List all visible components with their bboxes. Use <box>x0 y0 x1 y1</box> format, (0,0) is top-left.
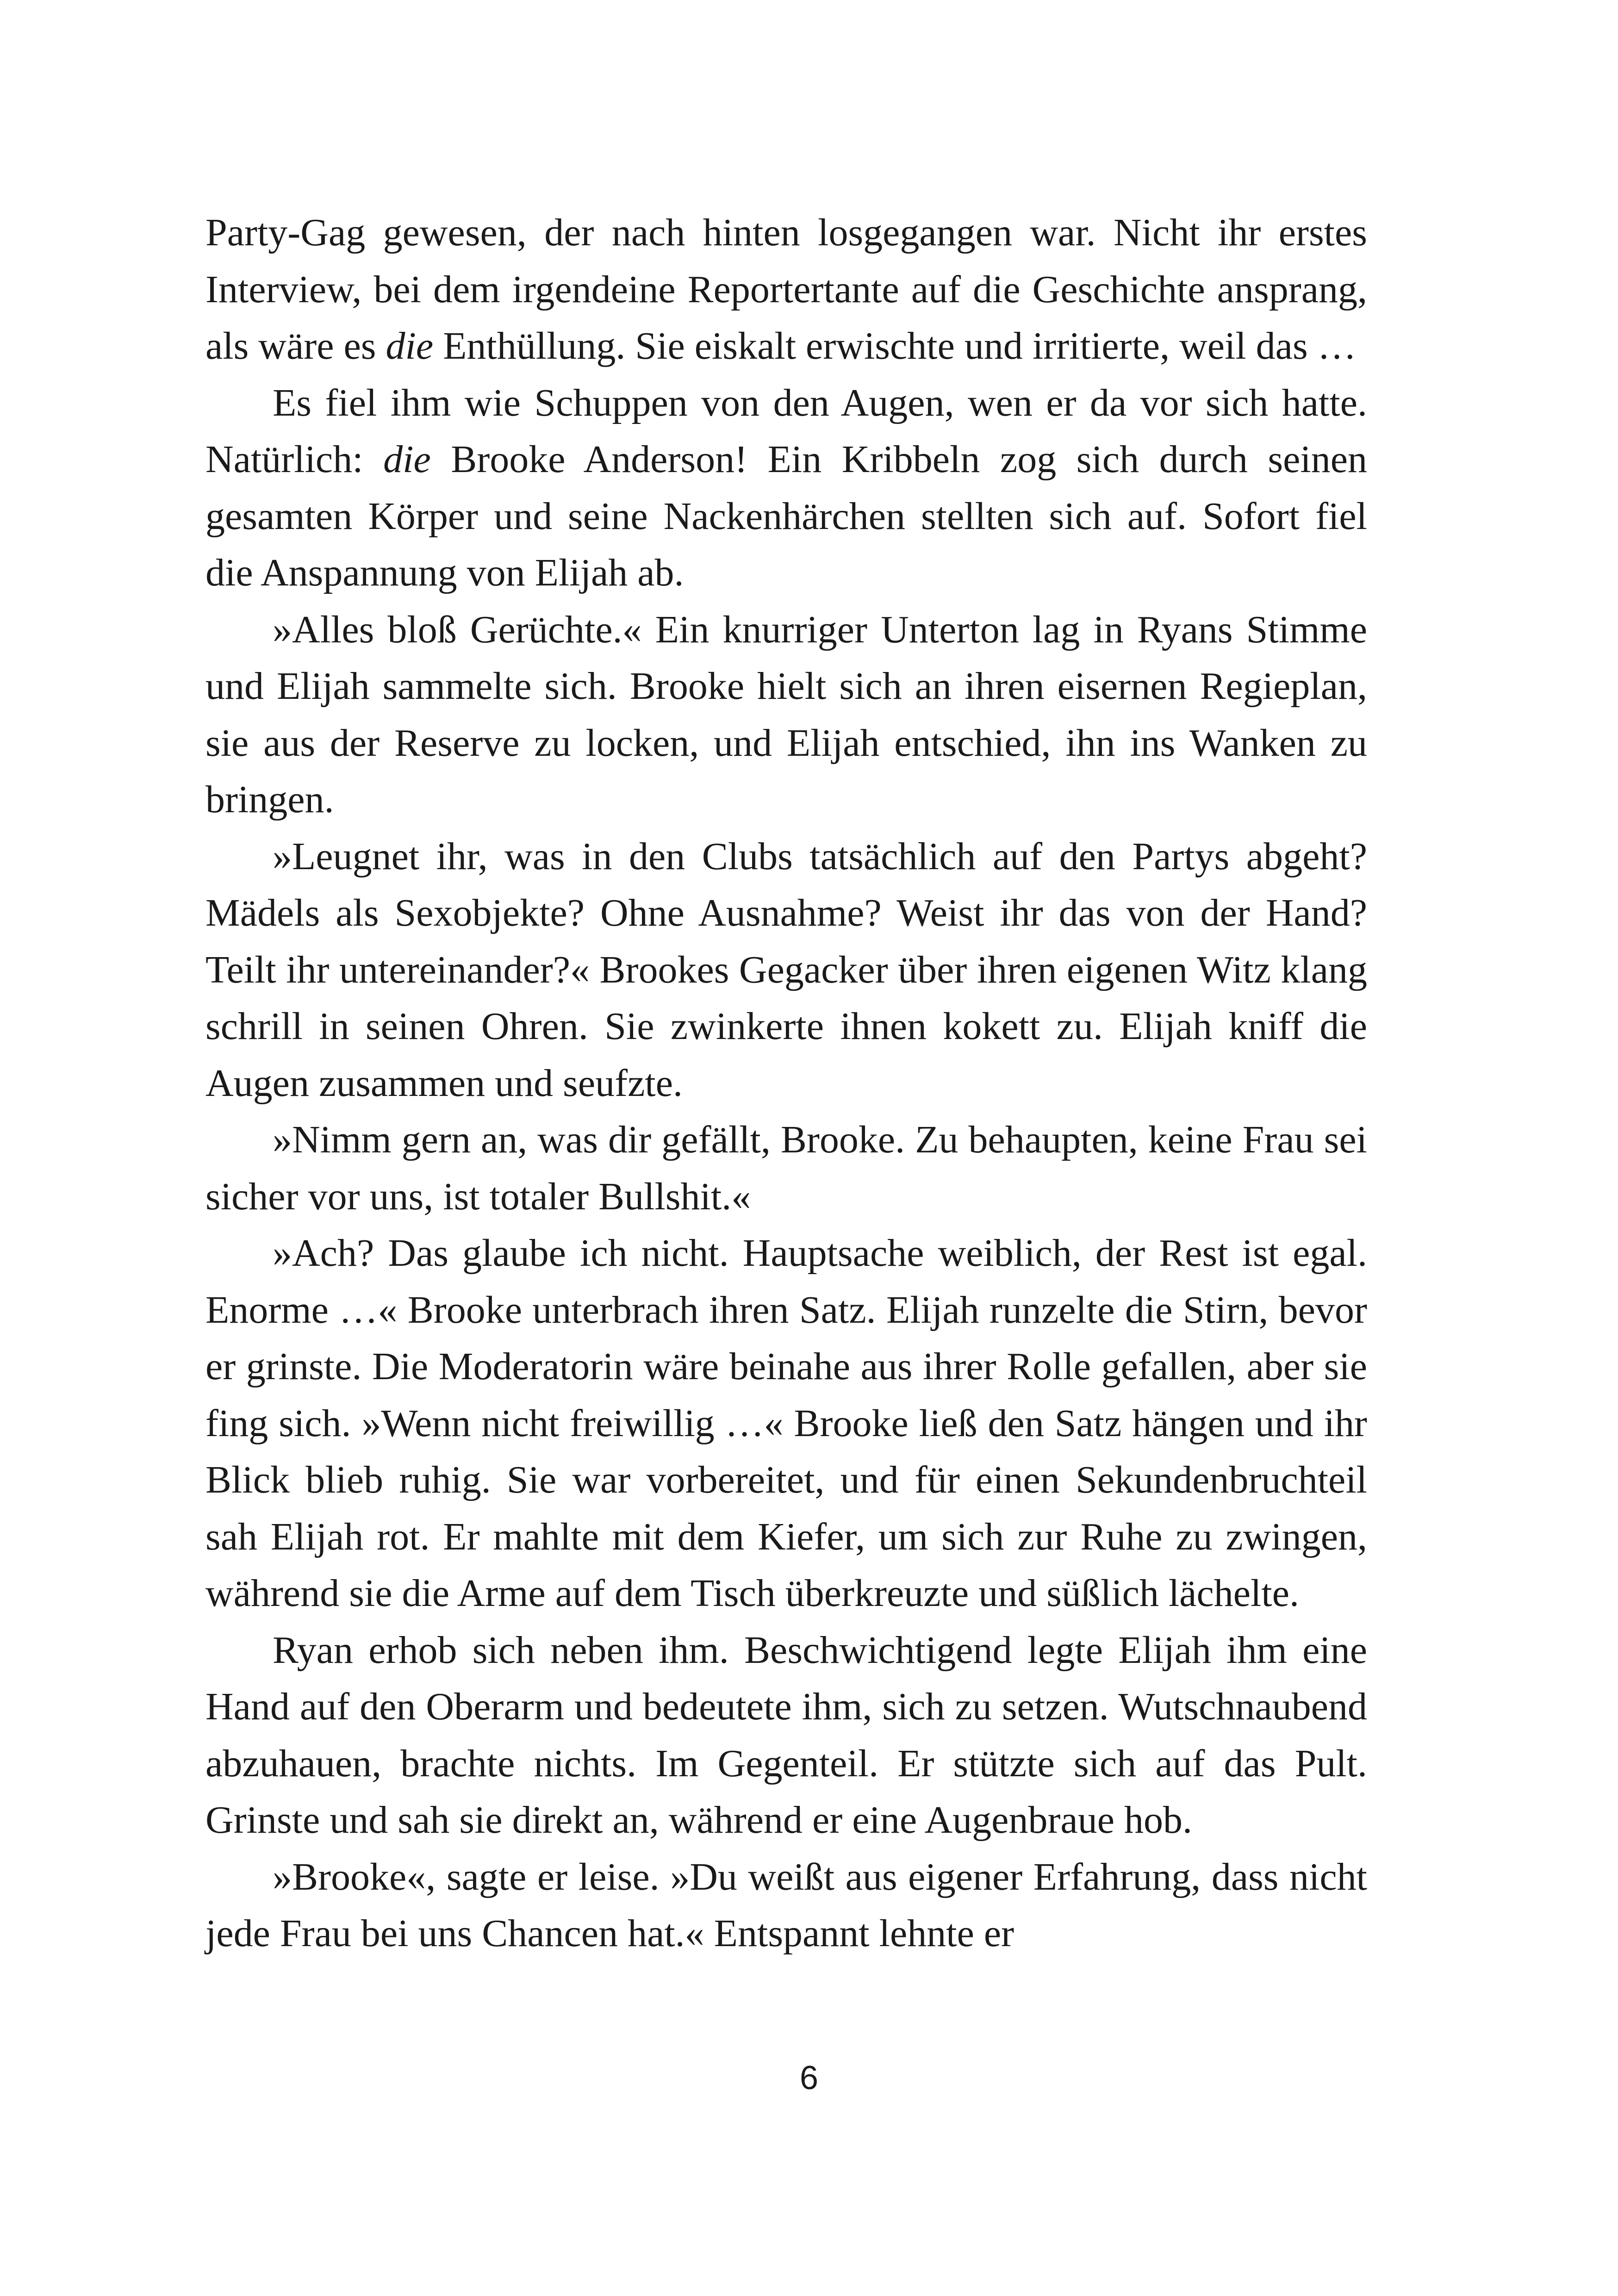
text-segment: Es fiel ihm wie Schuppen von den Augen, wen er da vor sich hatte. Natürlich: <box>205 381 1367 481</box>
paragraph <box>205 602 1367 828</box>
emphasis-text: die <box>386 324 434 367</box>
text-segment: Ryan erhob sich neben ihm. Beschwichtigend legte Elijah ihm eine Hand auf den Oberarm und bedeutete ihm, sich zu setzen. Wutschnaubend abzuhauen, brachte nichts. Im Gegenteil. Er stützte sich auf das Pult. Grinste und sah sie direkt an, während er eine Augenbraue hob. <box>205 1628 1367 1842</box>
paragraph <box>205 1849 1367 1962</box>
paragraph <box>205 828 1367 1112</box>
body-text <box>205 205 1367 1962</box>
paragraph <box>205 375 1367 602</box>
text-segment: »Brooke«, sagte er leise. »Du weißt aus eigener Erfahrung, dass nicht jede Frau bei uns Chancen hat.« Entspannt lehnte er <box>205 1855 1367 1955</box>
text-segment: »Leugnet ihr, was in den Clubs tatsächlich auf den Partys abgeht? Mädels als Sexobjekte? Ohne Ausnahme? Weist ihr das von der Hand? Teilt ihr untereinander?« Brookes Gegacker über ihren eigenen Witz klang schrill in seinen Ohren. Sie zwinkerte ihnen kokett zu. Elijah kniff die Augen zusammen und seufzte. <box>205 834 1367 1105</box>
text-segment: »Nimm gern an, was dir gefällt, Brooke. Zu behaupten, keine Frau sei sicher vor uns, ist totaler Bullshit.« <box>205 1118 1367 1218</box>
paragraph <box>205 205 1367 375</box>
text-segment: Party-Gag gewesen, der nach hinten losgegangen war. Nicht ihr erstes Interview, bei dem irgendeine Reportertante auf die Geschichte ansprang, als wäre es <box>205 211 1367 367</box>
paragraph <box>205 1112 1367 1225</box>
text-segment: Brooke Anderson! Ein Kribbeln zog sich durch seinen gesamten Körper und seine Nackenhärchen stellten sich auf. Sofort fiel die Anspannung von Elijah ab. <box>205 438 1367 594</box>
text-segment: »Ach? Das glaube ich nicht. Hauptsache weiblich, der Rest ist egal. Enorme …« Brooke unterbrach ihren Satz. Elijah runzelte die Stirn, bevor er grinste. Die Moderatorin wäre beinahe aus ihrer Rolle gefallen, aber sie fing sich. »Wenn nicht freiwillig …« Brooke ließ den Satz hängen und ihr Blick blieb ruhig. Sie war vorbereitet, und für einen Sekundenbruchteil sah Elijah rot. Er mahlte mit dem Kiefer, um sich zur Ruhe zu zwingen, während sie die Arme auf dem Tisch überkreuzte und süßlich lächelte. <box>205 1232 1367 1615</box>
text-segment: Enthüllung. Sie eiskalt erwischte und irritierte, weil das … <box>433 324 1357 367</box>
page-number: 6 <box>799 2060 819 2097</box>
paragraph <box>205 1622 1367 1849</box>
text-segment: »Alles bloß Gerüchte.« Ein knurriger Unterton lag in Ryans Stimme und Elijah sammelte sich. Brooke hielt sich an ihren eisernen Regieplan, sie aus der Reserve zu locken, und Elijah entschied, ihn ins Wanken zu bringen. <box>205 608 1367 821</box>
emphasis-text: die <box>383 438 431 481</box>
paragraph <box>205 1225 1367 1622</box>
